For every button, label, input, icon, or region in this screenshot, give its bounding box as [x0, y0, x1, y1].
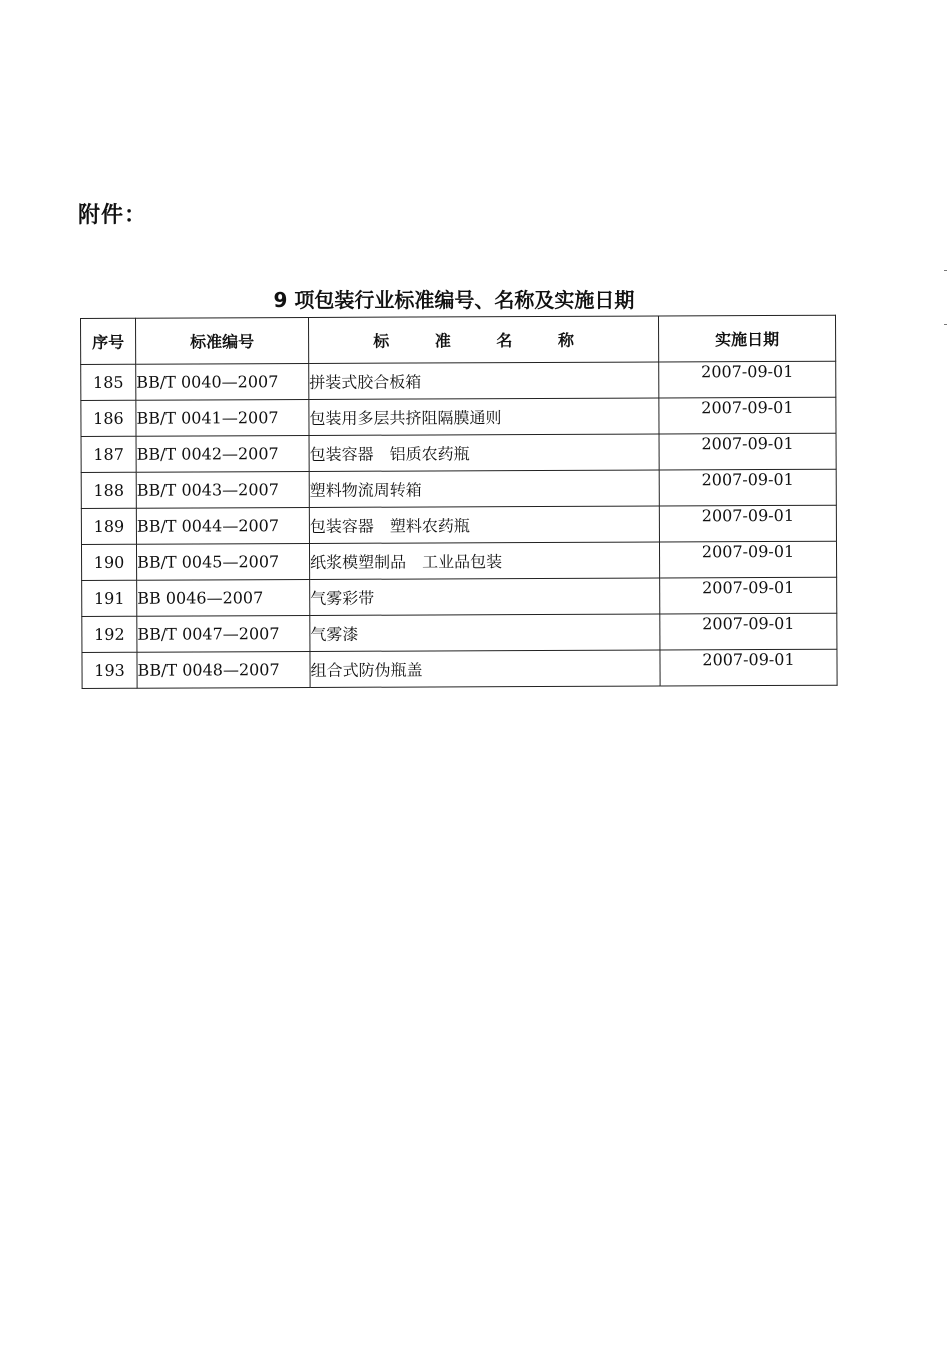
- row-effective-date: 2007-09-01: [659, 469, 836, 506]
- row-serial-number: 185: [81, 364, 136, 400]
- header-standard-name: 标 准 名 称: [309, 316, 659, 364]
- row-serial-number: 192: [82, 616, 137, 652]
- row-serial-number: 191: [82, 580, 137, 616]
- row-standard-code: BB/T 0044—2007: [136, 508, 309, 545]
- table-row: [81, 433, 836, 472]
- table-row: [82, 577, 837, 616]
- row-standard-name: 包装容器 塑料农药瓶: [309, 506, 659, 544]
- row-standard-code: BB/T 0045—2007: [136, 544, 309, 581]
- attachment-label: 附件：: [78, 203, 148, 228]
- row-standard-name: 气雾漆: [310, 614, 660, 652]
- scan-mark: [944, 270, 947, 271]
- row-standard-name: 纸浆模塑制品 工业品包装: [309, 542, 659, 580]
- table-row: [82, 649, 837, 688]
- row-standard-name: 包装容器 铝质农药瓶: [309, 434, 659, 472]
- row-standard-code: BB/T 0047—2007: [137, 616, 310, 653]
- row-standard-name: 气雾彩带: [310, 578, 660, 616]
- table-row: [82, 613, 837, 652]
- row-standard-name: 组合式防伪瓶盖: [310, 650, 660, 688]
- row-standard-name: 包装用多层共挤阻隔膜通则: [309, 398, 659, 436]
- row-effective-date: 2007-09-01: [660, 613, 837, 650]
- row-effective-date: 2007-09-01: [659, 433, 836, 470]
- row-standard-code: BB/T 0048—2007: [137, 651, 310, 688]
- table-row: [81, 397, 836, 436]
- page-title: 9 项包装行业标准编号、名称及实施日期: [273, 288, 635, 312]
- row-effective-date: 2007-09-01: [659, 397, 836, 434]
- row-serial-number: 187: [81, 436, 136, 472]
- row-standard-code: BB/T 0042—2007: [136, 436, 309, 473]
- table-header-row: [81, 315, 836, 364]
- row-effective-date: 2007-09-01: [659, 361, 836, 398]
- row-standard-code: BB/T 0040—2007: [136, 364, 309, 401]
- row-serial-number: 186: [81, 400, 136, 436]
- row-serial-number: 188: [81, 472, 136, 508]
- row-effective-date: 2007-09-01: [659, 505, 836, 542]
- row-serial-number: 189: [81, 508, 136, 544]
- scan-mark: [944, 324, 947, 325]
- row-standard-name: 塑料物流周转箱: [309, 470, 659, 508]
- row-effective-date: 2007-09-01: [659, 541, 836, 578]
- row-standard-code: BB 0046—2007: [137, 580, 310, 617]
- row-serial-number: 190: [81, 544, 136, 580]
- row-effective-date: 2007-09-01: [660, 577, 837, 614]
- standards-table: [80, 315, 838, 689]
- header-standard-code: 标准编号: [136, 318, 309, 365]
- header-effective-date: 实施日期: [658, 315, 835, 362]
- row-standard-code: BB/T 0041—2007: [136, 400, 309, 437]
- row-effective-date: 2007-09-01: [660, 649, 837, 686]
- row-standard-name: 拼装式胶合板箱: [309, 362, 659, 400]
- table-row: [81, 541, 836, 580]
- table-row: [81, 361, 836, 400]
- table-row: [81, 505, 836, 544]
- table-row: [81, 469, 836, 508]
- header-serial-number: 序号: [81, 318, 136, 364]
- row-serial-number: 193: [82, 652, 137, 688]
- row-standard-code: BB/T 0043—2007: [136, 472, 309, 509]
